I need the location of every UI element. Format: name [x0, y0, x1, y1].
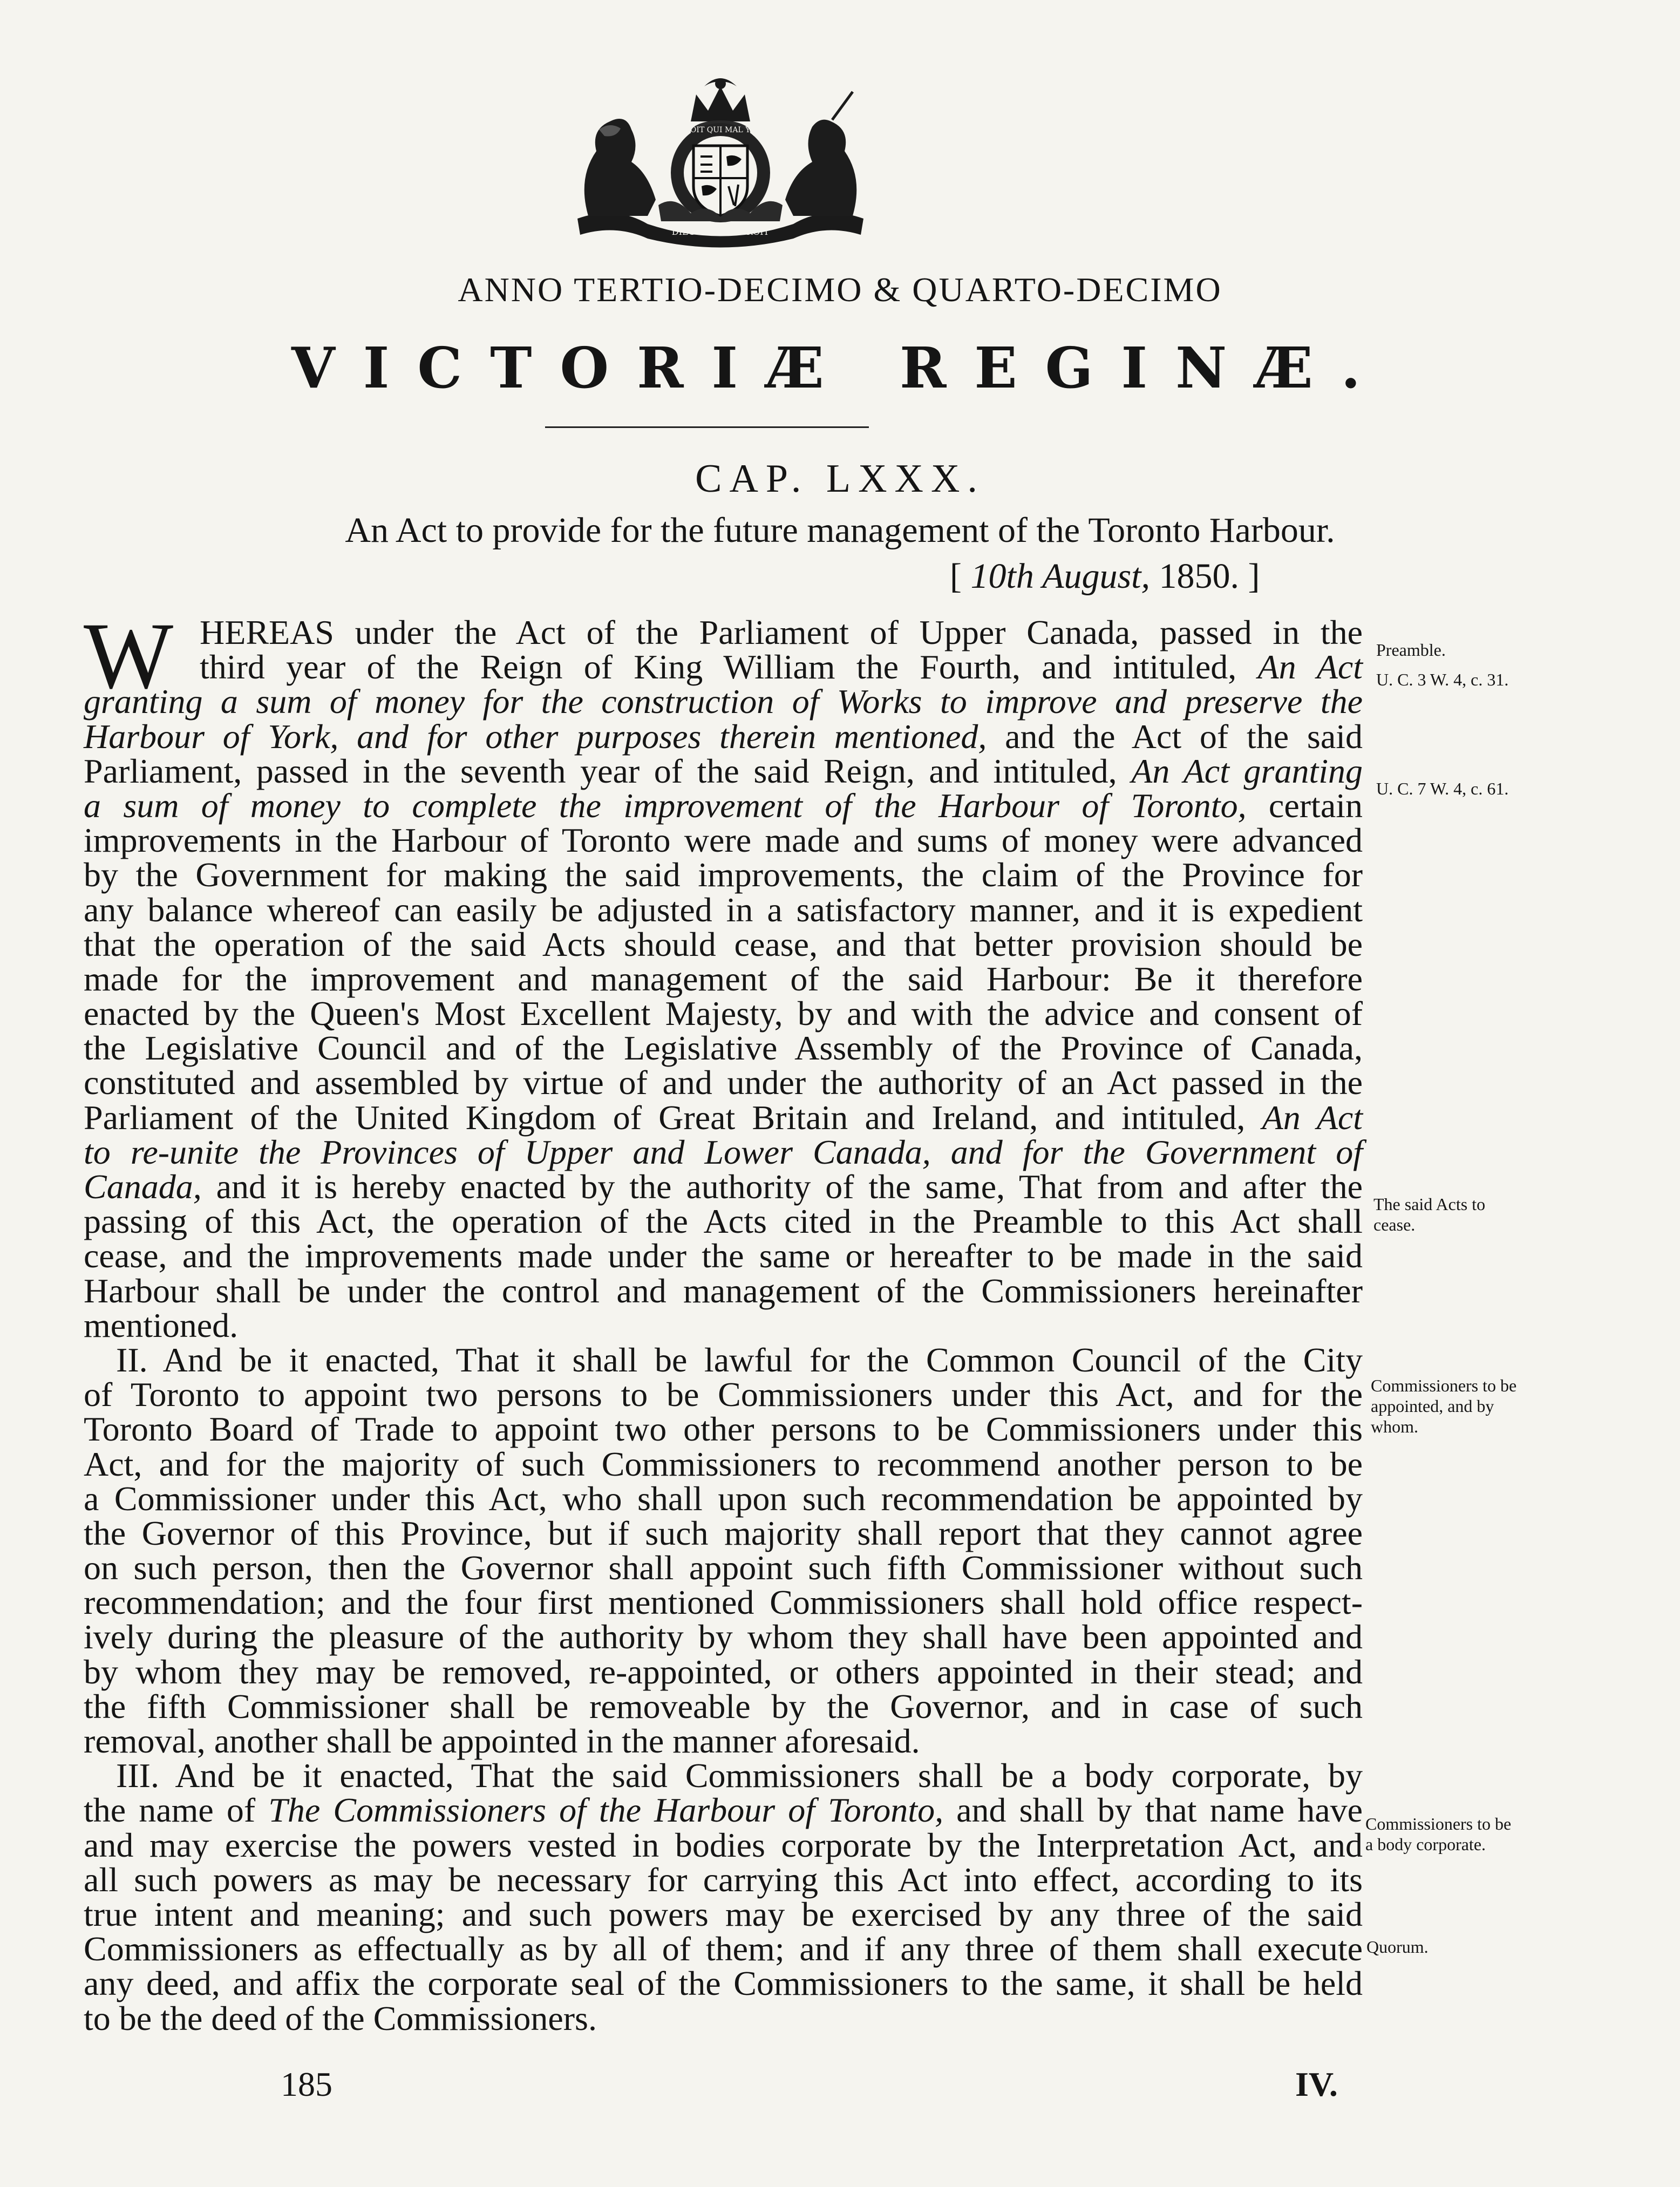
body-line — [84, 1894, 1363, 1933]
body-line — [84, 1758, 1363, 1793]
body-line — [84, 1793, 1363, 1828]
body-text: cease, and the improvements made under the same or hereafter to be made in the said — [84, 1237, 1363, 1275]
body-line — [84, 1029, 1363, 1068]
body-text: Act, and for the majority of such Commissioners to recommend another person to be — [84, 1444, 1363, 1483]
body-text: passing of this Act, the operation of the Acts cited in the Preamble to this Act shall — [84, 1202, 1363, 1241]
italic-citation: a sum of money to complete the improvement of the Harbour of Toronto, — [84, 786, 1247, 825]
body-line — [84, 751, 1363, 790]
italic-citation: The Commissioners of the Harbour of Toronto, — [268, 1791, 944, 1830]
body-line — [84, 1132, 1363, 1171]
body-line — [84, 1444, 1363, 1483]
body-text: and shall by that name have — [943, 1791, 1363, 1830]
body-text: true intent and meaning; and such powers may be exercised by any three of the said — [84, 1894, 1363, 1933]
margin-note-preamble: Preamble. — [1376, 640, 1446, 660]
body-line — [84, 1167, 1363, 1206]
body-line — [84, 2001, 1363, 2036]
body-line — [84, 1513, 1363, 1552]
body-text: and the Act of the said — [987, 717, 1363, 756]
margin-note-ref-7w4: U. C. 7 W. 4, c. 61. — [1376, 779, 1509, 798]
body-line — [84, 959, 1363, 998]
body-text: the Governor of this Province, but if such majority shall report that they cannot agree — [84, 1513, 1363, 1552]
body-line — [84, 1620, 1363, 1654]
body-text: and may exercise the powers vested in bodies corporate by the Interpretation Act, and — [84, 1825, 1363, 1864]
margin-note-line: whom. — [1371, 1417, 1418, 1436]
italic-citation: granting a sum of money for the construction of Works to improve and preserve the — [84, 682, 1363, 721]
body-line — [84, 1932, 1363, 1966]
regnal-title: VICTORIÆ REGINÆ. — [291, 335, 1389, 401]
body-text: any balance whereof can easily be adjusted in a satisfactory manner, and it is expedient — [84, 890, 1363, 929]
body-line — [84, 1239, 1363, 1273]
margin-note-line: a body corporate. — [1365, 1835, 1486, 1854]
body-text: of Toronto to appoint two persons to be Commissioners under this Act, and for the — [84, 1375, 1363, 1414]
body-line — [84, 996, 1363, 1031]
body-line — [84, 1825, 1363, 1864]
body-text: on such person, then the Governor shall appoint such fifth Commissioner without such — [84, 1548, 1363, 1587]
body-text: that the operation of the said Acts should cease, and that better provision should be — [84, 925, 1363, 963]
lion-supporter — [584, 119, 656, 216]
body-text: III. And be it enacted, That the said Commissioners shall be a body corporate, by — [116, 1756, 1363, 1795]
body-text: any deed, and affix the corporate seal of the Commissioners to the same, it shall be held — [84, 1964, 1363, 2003]
body-text: improvements in the Harbour of Toronto were made and sums of money were advanced — [84, 821, 1363, 860]
anno-line: ANNO TERTIO-DECIMO & QUARTO-DECIMO — [458, 270, 1222, 309]
italic-citation: An Act — [1262, 1098, 1363, 1137]
body-text: the fifth Commissioner shall be removeable by the Governor, and in case of such — [84, 1687, 1363, 1726]
body-text: Parliament, passed in the seventh year of the said Reign, and intituled, — [84, 751, 1132, 790]
assent-date-open: [ — [950, 556, 971, 596]
body-text: the name of — [84, 1791, 269, 1830]
body-text: a Commissioner under this Act, who shall upon such recommendation be appointed by — [84, 1479, 1363, 1518]
body-text: constituted and assembled by virtue of and under the authority of an Act passed in the — [84, 1063, 1363, 1102]
margin-note-line: Commissioners to be — [1371, 1376, 1517, 1395]
body-line — [84, 1548, 1363, 1587]
body-line — [84, 1098, 1363, 1137]
body-line — [84, 1479, 1363, 1518]
italic-citation: to re-unite the Provinces of Upper and Lower Canada, and for the Government of — [84, 1132, 1363, 1171]
margin-note-body-corporate — [1365, 1814, 1511, 1855]
body-line — [84, 1065, 1363, 1100]
body-text: by the Government for making the said improvements, the claim of the Province for — [84, 855, 1363, 894]
body-text: all such powers as may be necessary for carrying this Act into effect, according to its — [84, 1860, 1363, 1899]
body-line — [84, 1689, 1363, 1724]
body-line — [84, 648, 1363, 687]
assent-date-day: 10th August, — [970, 556, 1150, 596]
royal-coat-of-arms — [567, 70, 874, 248]
body-line — [84, 719, 1363, 754]
body-line — [84, 1377, 1363, 1412]
body-text: recommendation; and the four first mentioned Commissioners shall hold office respect- — [84, 1583, 1363, 1622]
garter-text: HONI SOIT QUI MAL Y PENSE — [660, 126, 781, 134]
body-text: Commissioners as effectually as by all of them; and if any three of them shall execute — [84, 1930, 1363, 1968]
body-line — [84, 1271, 1363, 1310]
body-line — [84, 823, 1363, 858]
margin-note-line: Commissioners to be — [1365, 1814, 1512, 1833]
act-title: An Act to provide for the future management of the Toronto Harbour. — [345, 511, 1335, 550]
catchword: IV. — [1295, 2065, 1338, 2103]
body-text: ively during the pleasure of the authority by whom they shall have been appointed and — [84, 1618, 1363, 1656]
title-rule — [545, 426, 869, 428]
body-line — [84, 1340, 1363, 1379]
body-line — [84, 1410, 1363, 1449]
margin-note-line: cease. — [1373, 1215, 1416, 1234]
body-line — [84, 1966, 1363, 2001]
drop-cap: W — [84, 603, 174, 709]
body-text: the Legislative Council and of the Legislative Assembly of the Province of Canada, — [84, 1029, 1363, 1068]
act-body — [84, 615, 1363, 2036]
margin-note-appointment — [1371, 1375, 1516, 1437]
crown — [691, 86, 750, 121]
body-text: mentioned. — [84, 1306, 239, 1344]
body-text: Parliament of the United Kingdom of Great Britain and Ireland, and intituled, — [84, 1098, 1262, 1137]
margin-note-ref-3w4: U. C. 3 W. 4, c. 31. — [1376, 670, 1509, 689]
body-line — [84, 1652, 1363, 1691]
italic-citation: Harbour of York, and for other purposes therein mentioned, — [84, 717, 987, 756]
body-text: third year of the Reign of King William the Fourth, and intituled, — [200, 648, 1258, 687]
body-text: Toronto Board of Trade to appoint two other persons to be Commissioners under this — [84, 1410, 1363, 1449]
italic-citation: An Act — [1257, 648, 1363, 687]
body-text: II. And be it enacted, That it shall be lawful for the Common Council of the City — [116, 1340, 1363, 1379]
body-text: certain — [1246, 786, 1363, 825]
body-line — [84, 615, 1363, 650]
margin-note-line: The said Acts to — [1373, 1194, 1486, 1214]
body-line — [84, 890, 1363, 929]
body-line — [84, 1724, 1363, 1758]
italic-citation: Canada, — [84, 1167, 202, 1206]
body-line — [84, 684, 1363, 719]
assent-date-year: 1850. ] — [1150, 556, 1260, 596]
assent-date — [950, 556, 1260, 597]
body-line — [84, 786, 1363, 825]
body-text: made for the improvement and management of the said Harbour: Be it therefore — [84, 959, 1363, 998]
body-text: enacted by the Queen's Most Excellent Majesty, by and with the advice and consent of — [84, 994, 1363, 1033]
margin-note-line: appointed, and by — [1371, 1396, 1494, 1416]
margin-note-quorum: Quorum. — [1366, 1937, 1429, 1957]
margin-note-acts-cease — [1373, 1194, 1485, 1235]
body-line — [84, 1585, 1363, 1620]
body-text: Harbour shall be under the control and management of the Commissioners hereinafter — [84, 1271, 1363, 1310]
folio-number: 185 — [281, 2065, 332, 2103]
motto-text: DIEU ET MON DROIT — [671, 227, 770, 237]
chapter-number: CAP. LXXX. — [695, 457, 985, 501]
unicorn-supporter — [785, 120, 856, 216]
body-line — [84, 1308, 1363, 1343]
body-text: and it is hereby enacted by the authority of the same, That from and after the — [201, 1167, 1363, 1206]
body-line — [84, 927, 1363, 962]
body-text: removal, another shall be appointed in the manner aforesaid. — [84, 1722, 920, 1760]
italic-citation: An Act granting — [1131, 751, 1363, 790]
body-line — [84, 1204, 1363, 1239]
body-text: to be the deed of the Commissioners. — [84, 1999, 597, 2037]
body-text: HEREAS under the Act of the Parliament of Upper Canada, passed in the — [200, 613, 1363, 651]
body-text: by whom they may be removed, re-appointed, or others appointed in their stead; and — [84, 1652, 1363, 1691]
body-line — [84, 1860, 1363, 1899]
body-line — [84, 855, 1363, 894]
